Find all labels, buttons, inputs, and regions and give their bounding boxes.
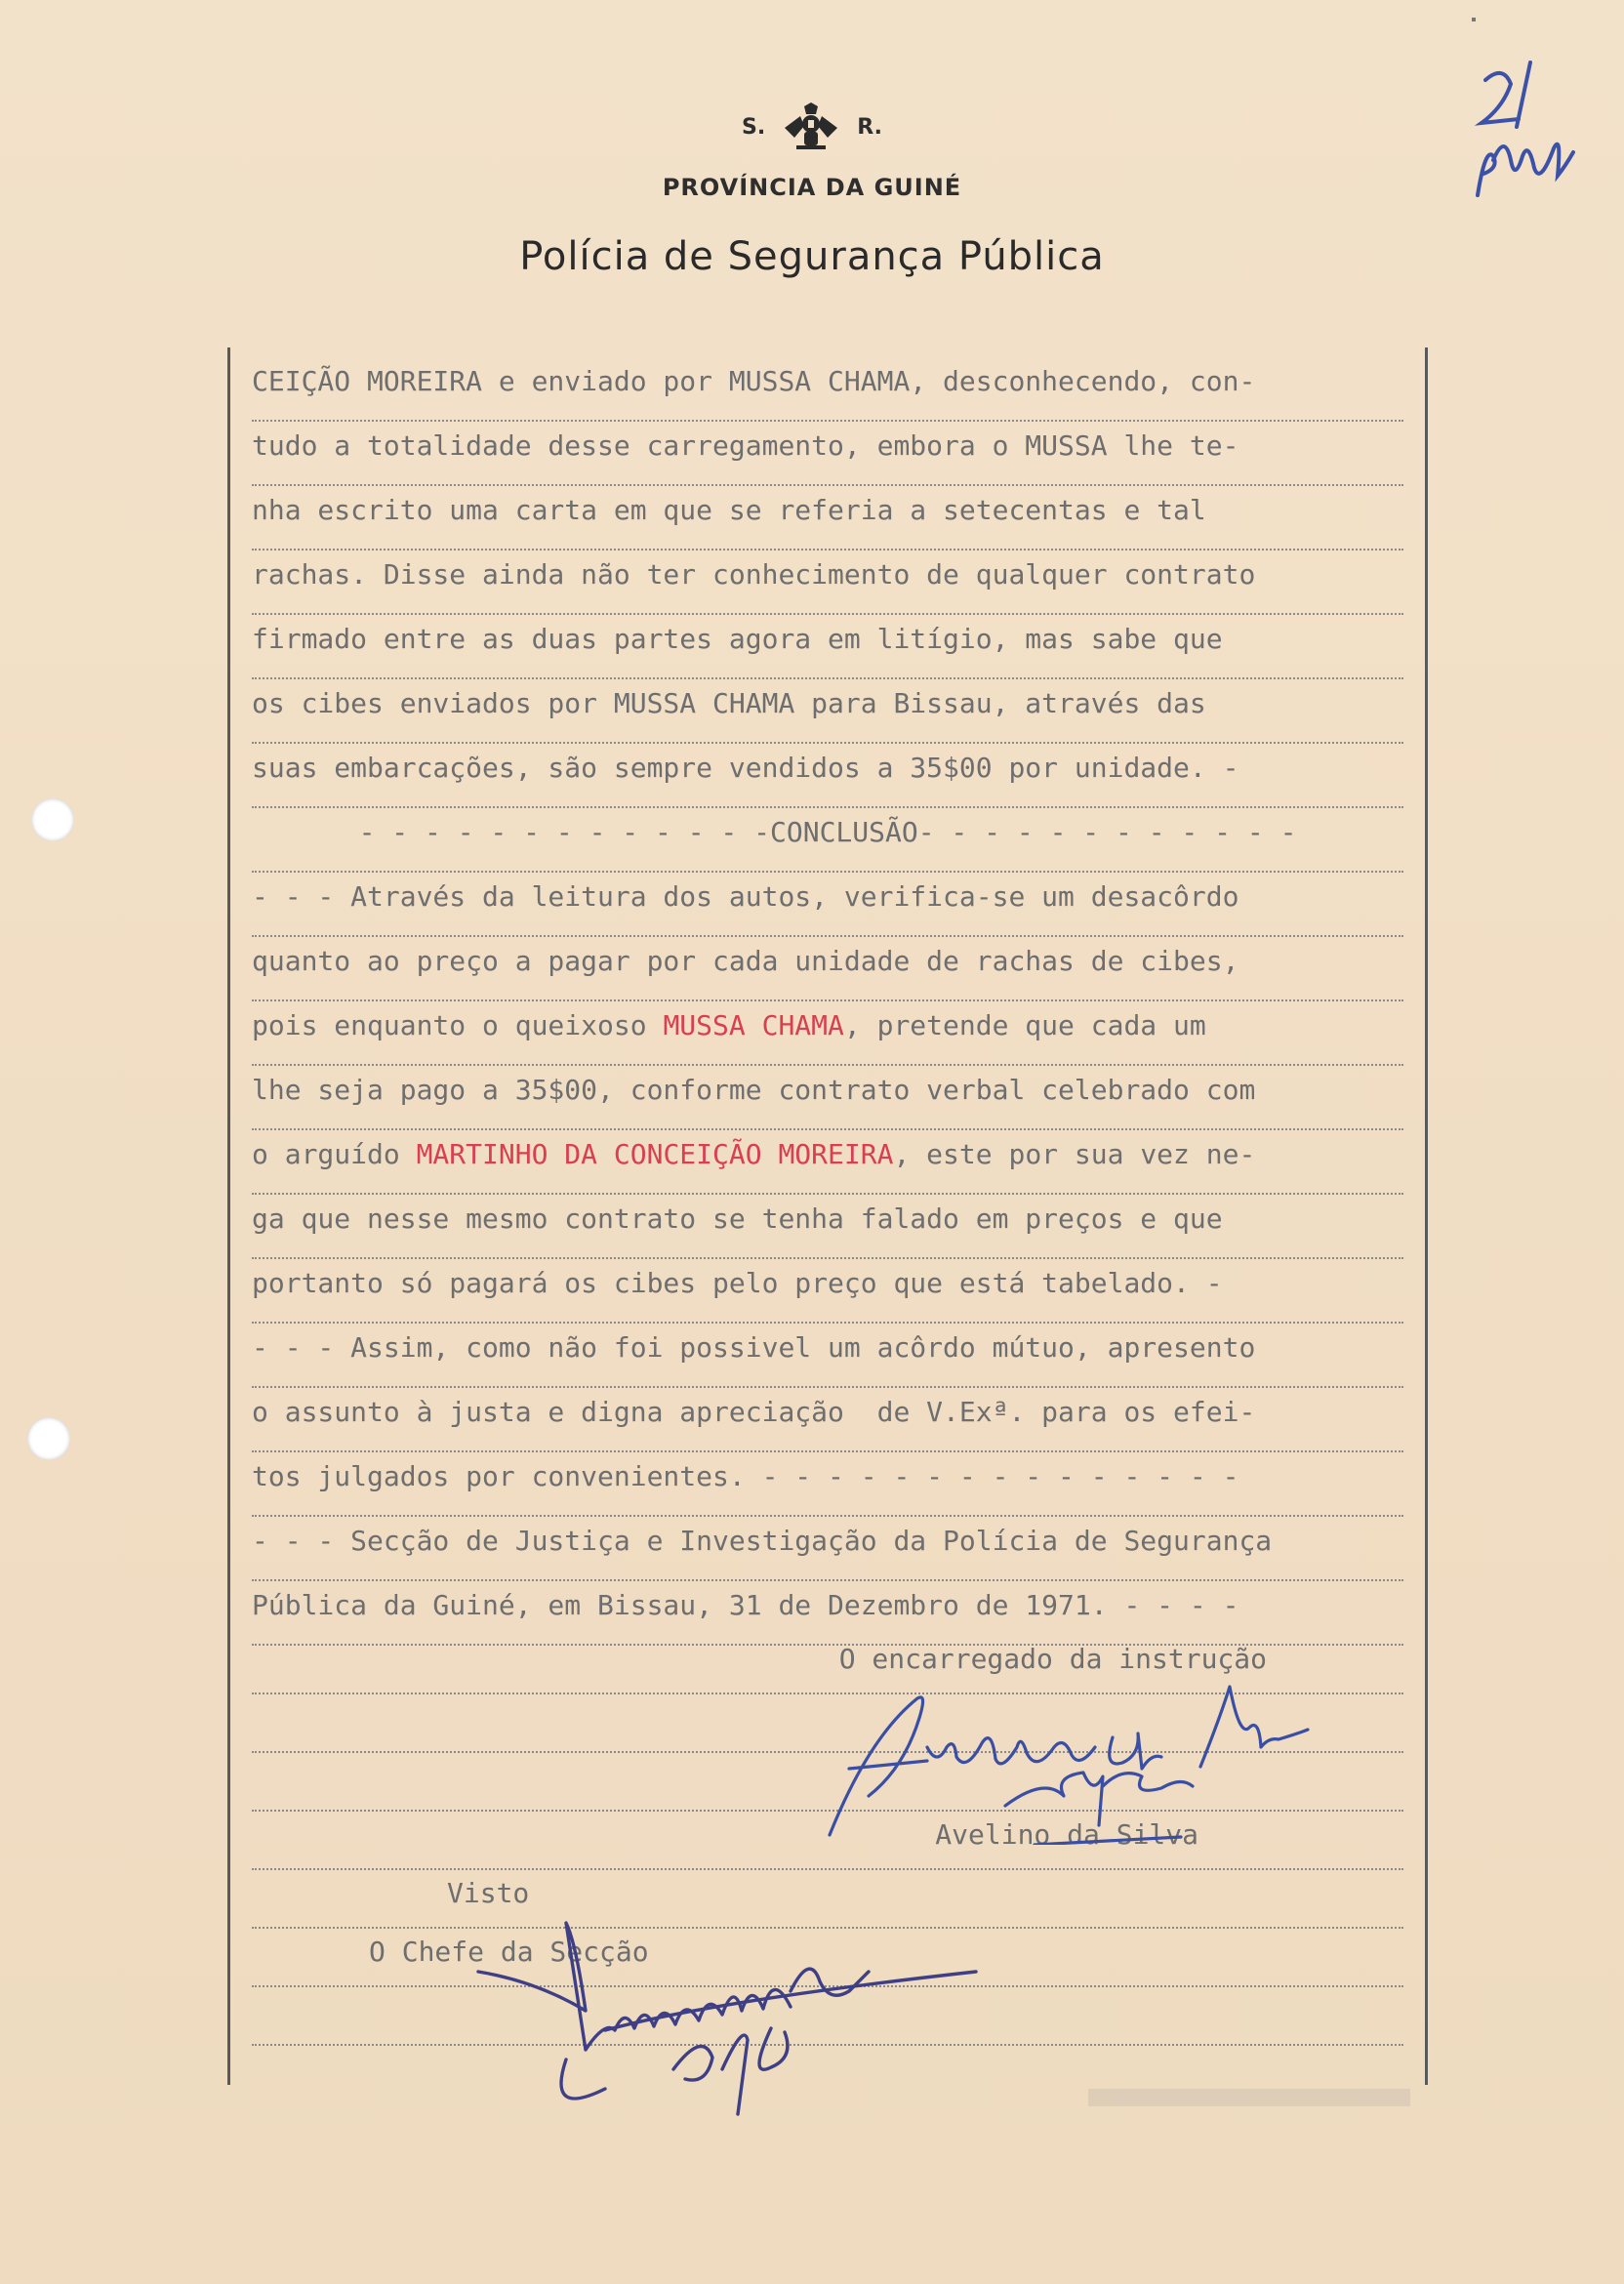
report-body — [252, 357, 1403, 1646]
report-line — [252, 1195, 1403, 1259]
report-line — [252, 808, 1403, 873]
right-margin-rule — [1425, 347, 1428, 2085]
line-text: , este por sua vez ne- — [893, 1138, 1256, 1170]
highlighted-name: MARTINHO DA CONCEIÇÃO MOREIRA — [416, 1138, 894, 1170]
report-line — [252, 1388, 1403, 1452]
report-line — [252, 422, 1403, 486]
punch-hole-bottom — [27, 1417, 70, 1460]
report-line — [252, 1517, 1403, 1581]
header-left-letter: S. — [742, 114, 766, 140]
report-line — [252, 615, 1403, 679]
report-line — [252, 551, 1403, 615]
report-line — [252, 873, 1403, 937]
report-line — [252, 486, 1403, 551]
left-margin-rule — [227, 347, 230, 2085]
line-text: tos julgados por convenientes. - - - - - - - - - - - - - - - — [252, 1460, 1239, 1492]
faint-stamp-mark — [1088, 2089, 1410, 2106]
line-text: suas embarcações, são sempre vendidos a 35$00 por unidade. - — [252, 752, 1239, 784]
line-text: - - - Secção de Justiça e Investigação da Polícia de Segurança — [252, 1525, 1273, 1557]
line-text: CEIÇÃO MOREIRA e enviado por MUSSA CHAMA, desconhecendo, con- — [252, 365, 1256, 397]
instructor-role: O encarregado da instrução — [252, 1636, 1403, 1694]
report-line — [252, 679, 1403, 744]
visto-text: Visto — [447, 1877, 530, 1909]
report-line — [252, 357, 1403, 422]
report-line — [252, 744, 1403, 808]
header-emblem-row — [0, 98, 1624, 156]
line-text: rachas. Disse ainda não ter conhecimento de qualquer contrato — [252, 558, 1256, 591]
report-line — [252, 1452, 1403, 1517]
line-text: lhe seja pago a 35$00, conforme contrato verbal celebrado com — [252, 1074, 1256, 1106]
header-right-letter: R. — [857, 114, 882, 140]
report-line — [252, 1130, 1403, 1195]
line-text: - - - Através da leitura dos autos, verifica-se um desacôrdo — [252, 880, 1239, 913]
report-line — [252, 1324, 1403, 1388]
highlighted-name: MUSSA CHAMA — [663, 1009, 844, 1041]
line-text: o arguído — [252, 1138, 417, 1170]
line-text: o assunto à justa e digna apreciação de V.Exª. para os efei- — [252, 1396, 1256, 1428]
province-title: PROVÍNCIA DA GUINÉ — [662, 174, 962, 201]
line-text: - - - Assim, como não foi possivel um acôrdo mútuo, apresento — [252, 1331, 1256, 1364]
line-text: nha escrito uma carta em que se referia a setecentas e tal — [252, 494, 1206, 526]
coat-of-arms-icon — [783, 102, 839, 151]
line-text: portanto só pagará os cibes pelo preço que está tabelado. - — [252, 1267, 1223, 1299]
line-text: os cibes enviados por MUSSA CHAMA para Bissau, através das — [252, 687, 1206, 719]
report-line — [252, 1259, 1403, 1324]
chefe-text: O Chefe da Secção — [369, 1936, 649, 1968]
chief-signature-icon — [459, 1913, 1005, 2138]
line-text: Pública da Guiné, em Bissau, 31 de Dezembro de 1971. - - - - — [252, 1589, 1239, 1621]
line-text: tudo a totalidade desse carregamento, embora o MUSSA lhe te- — [252, 429, 1239, 462]
report-line — [252, 937, 1403, 1001]
line-text: pois enquanto o queixoso — [252, 1009, 664, 1041]
line-text: firmado entre as duas partes agora em litígio, mas sabe que — [252, 623, 1223, 655]
line-text: , pretende que cada um — [843, 1009, 1206, 1041]
corner-dot — [1472, 18, 1476, 21]
line-text: - - - - - - - - - - - - -CONCLUSÃO- - - - - - - - - - - - — [358, 816, 1297, 848]
line-text: ga que nesse mesmo contrato se tenha falado em preços e que — [252, 1203, 1223, 1235]
instructor-signature-icon — [810, 1679, 1318, 1845]
instructor-name-text: Avelino da Silva — [935, 1818, 1198, 1851]
punch-hole-top — [31, 798, 74, 841]
report-line — [252, 1001, 1403, 1066]
report-line — [252, 1066, 1403, 1130]
police-title: Polícia de Segurança Pública — [519, 234, 1105, 279]
line-text: quanto ao preço a pagar por cada unidade de rachas de cibes, — [252, 945, 1239, 977]
